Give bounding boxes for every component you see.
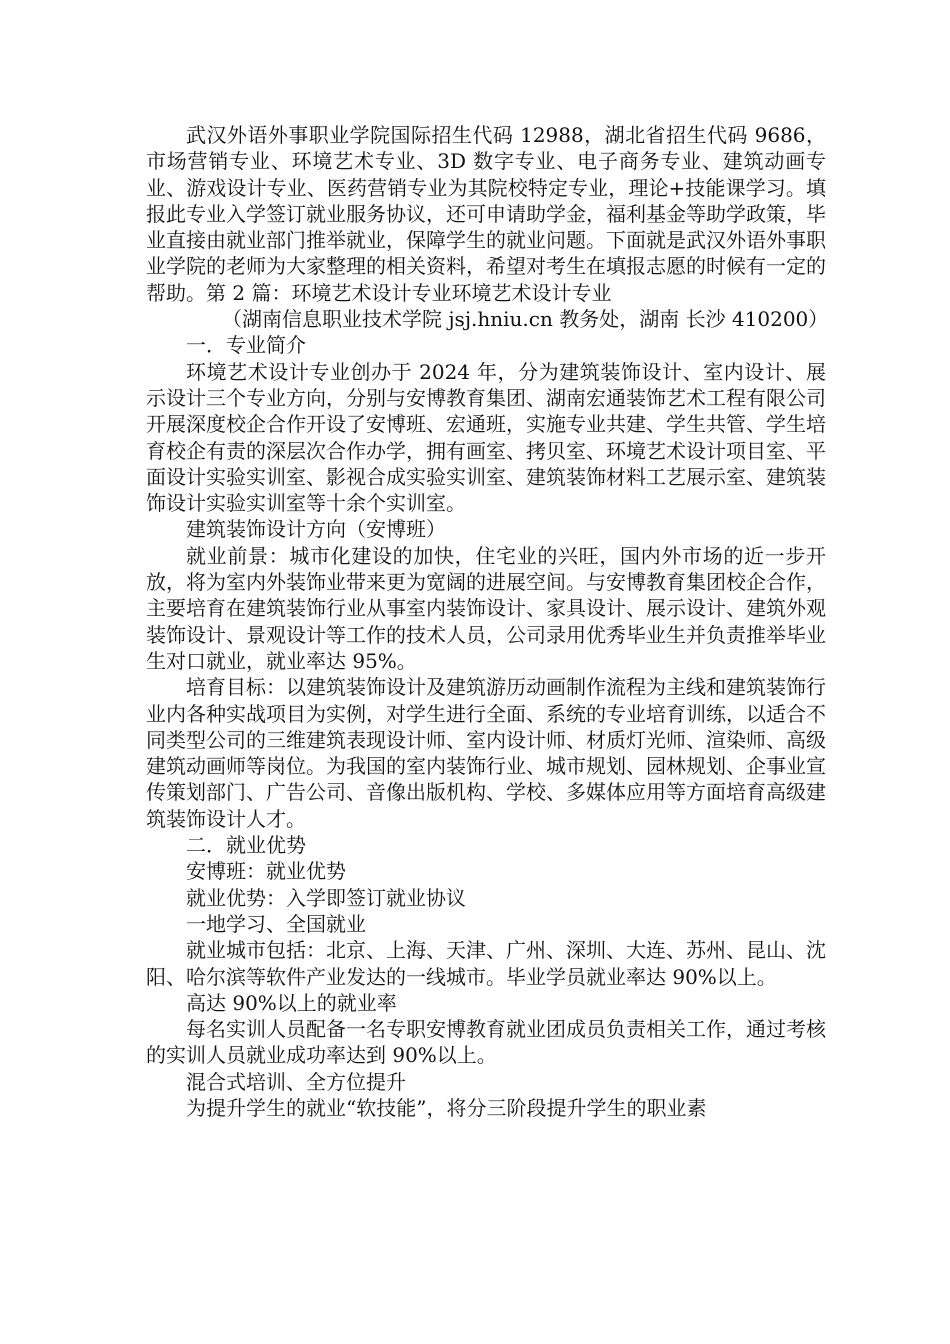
soft-skills-paragraph: 为提升学生的就业“软技能”，将分三阶段提升学生的职业素 <box>186 1095 707 1120</box>
mixed-training-heading: 混合式培训、全方位提升 <box>186 1069 406 1094</box>
employment-prospects-paragraph: 就业前景：城市化建设的加快，住宅业的兴旺，国内外市场的近一步开放，将为室内外装饰业带来更为宽阔的进展空间。与安博教育集团校企合作，主要培育在建筑装饰行业从事室内装饰设计、家具设计、展示设计、建筑外观装饰设计、景观设计等工作的技术人员，公司录用优秀毕业生并负责推举毕业生对口就业，就业率达 95%。 <box>146 543 826 673</box>
subsection-heading-anbo: 建筑装饰设计方向（安博班） <box>186 517 446 542</box>
employment-team-paragraph: 每名实训人员配备一名专职安博教育就业团成员负责相关工作，通过考核的实训人员就业成功率达到 90%以上。 <box>146 1017 826 1068</box>
intro-paragraph: 武汉外语外事职业学院国际招生代码 12988，湖北省招生代码 9686，市场营销专业、环境艺术专业、3D 数字专业、电子商务专业、建筑动画专业、游戏设计专业、医药营销专业为其院校特定专业，理论+技能课学习。填报此专业入学签订就业服务协议，还可申请助学金，福利基金等助学政策，毕业直接由就业部门推举就业，保障学生的就业问题。下面就是武汉外语外事职业学院的老师为大家整理的相关资料，希望对考生在填报志愿的时候有一定的帮助。第 2 篇：环境艺术设计专业环境艺术设计专业 <box>146 123 826 305</box>
section-heading-1: 一．专业简介 <box>186 333 306 358</box>
document-page <box>146 122 829 1121</box>
section-heading-2: 二．就业优势 <box>186 833 306 858</box>
training-goals-paragraph: 培育目标：以建筑装饰设计及建筑游历动画制作流程为主线和建筑装饰行业内各种实战项目为实例，对学生进行全面、系统的专业培育训练，以适合不同类型公司的三维建筑表现设计师、室内设计师、材质灯光师、渲染师、高级建筑动画师等岗位。为我国的室内装饰行业、城市规划、园林规划、企事业宣传策划部门、广告公司、音像出版机构、学校、多媒体应用等方面培育高级建筑装饰设计人才。 <box>146 675 826 831</box>
study-local-line: 一地学习、全国就业 <box>186 911 366 936</box>
anbo-advantage-line: 安博班：就业优势 <box>186 859 346 884</box>
advantage-agreement-line: 就业优势：入学即签订就业协议 <box>186 885 466 910</box>
employment-cities-paragraph: 就业城市包括：北京、上海、天津、广州、深圳、大连、苏州、昆山、沈阳、哈尔滨等软件产业发达的一线城市。毕业学员就业率达 90%以上。 <box>146 938 826 989</box>
employment-rate-heading: 高达 90%以上的就业率 <box>186 990 397 1015</box>
author-affiliation: （湖南信息职业技术学院 jsj.hniu.cn 教务处，湖南 长沙 410200） <box>222 307 829 332</box>
program-intro-paragraph: 环境艺术设计专业创办于 2024 年，分为建筑装饰设计、室内设计、展示设计三个专业方向，分别与安博教育集团、湖南宏通装饰艺术工程有限公司开展深度校企合作开设了安博班、宏通班，实施专业共建、学生共管、学生培育校企有责的深层次合作办学，拥有画室、拷贝室、环境艺术设计项目室、平面设计实验实训室、影视合成实验实训室、建筑装饰材料工艺展示室、建筑装饰设计实验实训室等十余个实训室。 <box>146 359 826 516</box>
